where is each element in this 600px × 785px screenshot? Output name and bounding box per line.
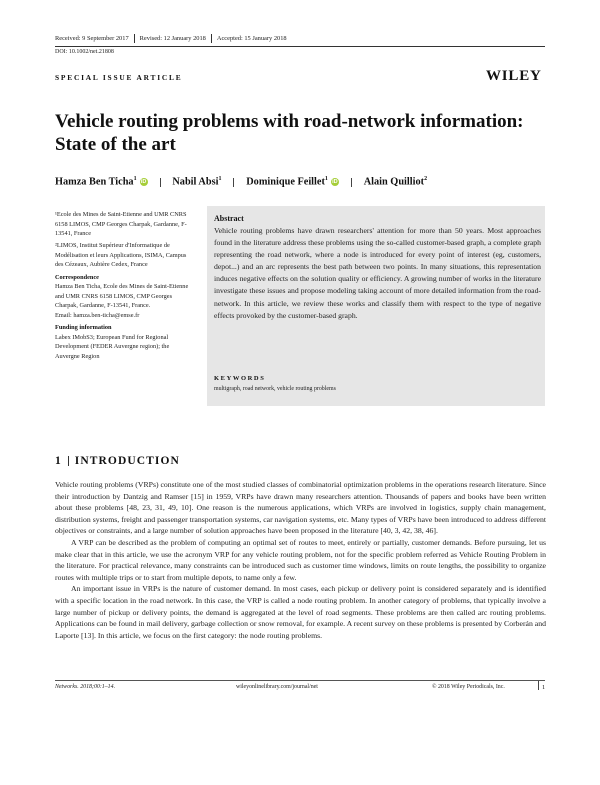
author[interactable]: Alain Quilliot$^2$ [363, 176, 428, 188]
author[interactable]: Nabil Absi$^1$ [172, 176, 222, 188]
accepted-date: Accepted: 15 January 2018 [216, 34, 287, 42]
keywords: multigraph, road network, vehicle routing problems [214, 386, 336, 392]
paper-title: Vehicle routing problems with road-network information: State of the art [55, 111, 524, 155]
author-list [55, 176, 427, 187]
section-number: 1 [55, 455, 62, 467]
abstract-heading: Abstract [214, 214, 244, 223]
article-type: SPECIAL ISSUE ARTICLE [55, 73, 183, 82]
body-text [55, 479, 546, 641]
journal-citation: Networks. 2018;00:1–14. [55, 684, 116, 690]
article-dates [55, 34, 287, 43]
paragraph: Vehicle routing problems (VRPs) constitute one of the most studied classes of combinatorial optimization problems in the operations research literature. Since their introduction by Dantzig and Ramser [15] in 1959, VRPs have drawn many researchers attention. Thousands of papers and books have been written about these problems [48, 23, 31, 49, 10]. One reason is the numerous applications, which VRPs are involved in logistics, supply chain management, distribution systems, freight and passenger transportation systems, car navigation systems, etc. Many types of VRPs have been introduced to address different objectives or constraints, and a large number of solution approaches have been proposed in the literature [40, 3, 42, 38, 46]. [55, 480, 546, 536]
correspondence-heading: Correspondence [55, 273, 99, 281]
revised-date: Revised: 12 January 2018 [139, 34, 206, 42]
doi[interactable]: DOI: 10.1002/net.21808 [55, 49, 114, 55]
correspondence-text: Hamza Ben Ticha, Ecole des Mines de Saint-Etienne and UMR CNRS 6158 LIMOS, CMP Georges Charpak, Gardanne, F-13541, France. [55, 283, 189, 310]
affiliation-1: ¹Ecole des Mines de Saint-Etienne and UMR CNRS 6158 LIMOS, CMP Georges Charpak, Gardanne, F-13541, France [55, 211, 187, 238]
section-title: INTRODUCTION [74, 455, 180, 467]
page-number: 1 [542, 684, 546, 691]
date-separator [134, 34, 135, 43]
keywords-heading: KEYWORDS [214, 375, 266, 382]
section-heading [55, 455, 180, 467]
orcid-icon[interactable]: iD [140, 179, 147, 186]
paragraph: An important issue in VRPs is the nature of customer demand. In most cases, each pickup or delivery point is considered separately and is identified with a specific location in the road network. In this case, the VRP is called a node routing problem. In another category of problems, that typically involve a large number of pickup or delivery points, the demand is aggregated at the level of road segments. These problems are then called arc routing problems. Applications can be found in mail delivery, garbage collection or snow removal, for example. A recent survey on these problems is presented by Corberán and Laporte [13]. In this article, we focus on the first category: the node routing problems. [55, 584, 546, 640]
date-separator [211, 34, 212, 43]
journal-url[interactable]: wileyonlinelibrary.com/journal/net [236, 684, 318, 690]
affiliation-2: ²LIMOS, Institut Supérieur d'Informatique de Modélisation et leurs Applications, ISIMA, Campus des Cézeaux, Aubière Cedex, France [55, 242, 187, 269]
author-separator [233, 178, 234, 187]
copyright: © 2018 Wiley Periodicals, Inc. [432, 684, 505, 690]
correspondence-email[interactable]: Email: hamza.ben-ticha@emse.fr [55, 311, 140, 319]
header-rule [55, 46, 545, 47]
orcid-icon[interactable]: iD [332, 179, 338, 186]
footer-separator [538, 681, 539, 690]
publisher-logo: WILEY [486, 68, 542, 84]
funding-text: Labex IMobS3; European Fund for Regional Development (FEDER Auvergne region); the Auvergne Region [55, 333, 170, 360]
author-separator [160, 178, 161, 187]
affiliations-column [55, 210, 195, 361]
author[interactable]: Dominique Feillet$^1$iD [246, 176, 338, 188]
author-separator [351, 178, 352, 187]
author[interactable]: Hamza Ben Ticha$^1$iD [55, 176, 147, 188]
section-separator [68, 456, 69, 466]
paragraph: A VRP can be described as the problem of computing an optimal set of routes to meet, entirely or partially, customer demands. Before pursuing, let us make clear that in this article, we use the acronym VRP for any vehicle routing problem, not for the specific problem referred as Vehicle Routing Problem in the literature. For practical relevance, many constraints can be introduced such as customer time windows, limits on route lengths, the possibility to organize routes with multiple trips or to start from multiple depots, to name only a few. [55, 537, 546, 582]
abstract-text: Vehicle routing problems have drawn researchers' attention for more than 50 years. Most approaches found in the literature address these problems using the so-called customer-based graph, a complete graph representing the road network, where a node is introduced for every point of interest (eg, customers, depot...) and an arc represents the best path between two points. In many situations, this representation induces negative effects on the solution quality or efficiency. A growing number of works in the literature investigate these issues and propose modeling taking account of more detailed information from the road-network. In this article, we review these works and classify them with respect to the type of negative effects provoked by the customer-based graph. [214, 226, 541, 320]
footer-rule [55, 680, 545, 681]
received-date: Received: 9 September 2017 [55, 34, 129, 42]
funding-heading: Funding information [55, 324, 112, 332]
